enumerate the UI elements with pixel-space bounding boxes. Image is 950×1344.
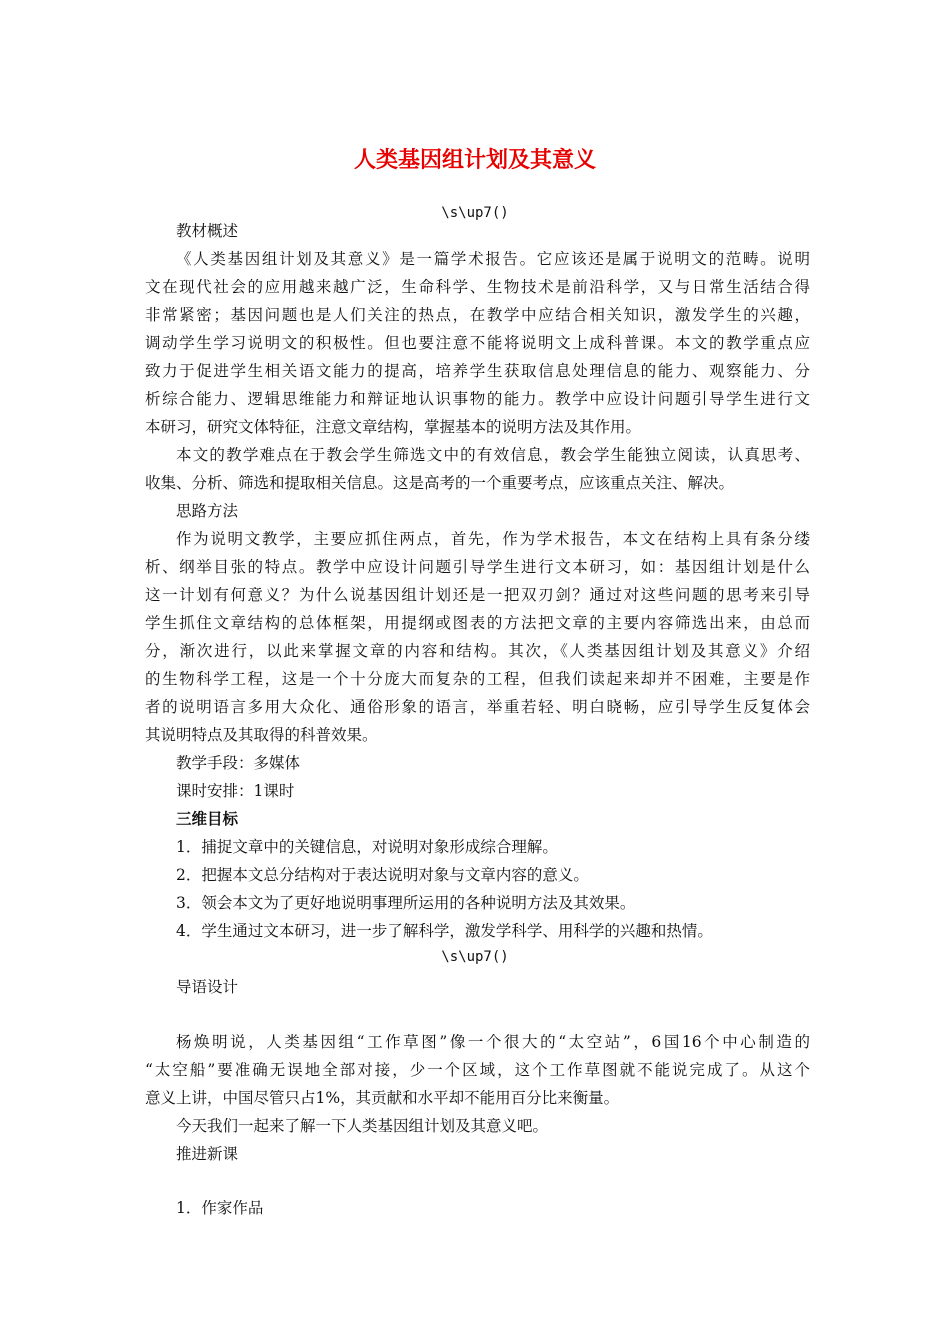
goal-item: 2．把握本文总分结构对于表达说明对象与文章内容的意义。 bbox=[176, 866, 589, 884]
paragraph-line: 的生物科学工程，这是一个十分庞大而复杂的工程，但我们读起来却并不困难，主要是作 bbox=[145, 670, 810, 688]
paragraph-line: 本研习，研究文体特征，注意文章结构，掌握基本的说明方法及其作用。 bbox=[145, 418, 642, 436]
paragraph-line: 析综合能力、逻辑思维能力和辩证地认识事物的能力。教学中应设计问题引导学生进行文 bbox=[145, 390, 810, 408]
goal-item: 4．学生通过文本研习，进一步了解科学，激发学科学、用科学的兴趣和热情。 bbox=[176, 922, 713, 940]
paragraph-line: 非常紧密；基因问题也是人们关注的热点，在教学中应结合相关知识，激发学生的兴趣， bbox=[145, 306, 810, 324]
field-code: \s\up7() bbox=[441, 205, 509, 221]
paragraph-line: 致力于促进学生相关语文能力的提高，培养学生获取信息处理信息的能力、观察能力、分 bbox=[145, 362, 810, 380]
section-heading-new-lesson: 推进新课 bbox=[176, 1145, 239, 1163]
section-heading-overview: 教材概述 bbox=[176, 222, 239, 240]
paragraph-line: 今天我们一起来了解一下人类基因组计划及其意义吧。 bbox=[176, 1117, 549, 1135]
paragraph-line: 杨焕明说，人类基因组“工作草图”像一个很大的“太空站”，6国16个中心制造的 bbox=[176, 1033, 810, 1051]
section-heading-approach: 思路方法 bbox=[176, 502, 239, 520]
paragraph-line: 析、纲举目张的特点。教学中应设计问题引导学生进行文本研习，如：基因组计划是什么 bbox=[145, 558, 810, 576]
paragraph-line: 学生抓住文章结构的总体框架，用提纲或图表的方法把文章的主要内容筛选出来，由总而 bbox=[145, 614, 810, 632]
paragraph-line: 作为说明文教学，主要应抓住两点，首先，作为学术报告，本文在结构上具有条分缕 bbox=[176, 530, 810, 548]
paragraph-line: 调动学生学习说明文的积极性。但也要注意不能将说明文上成科普课。本文的教学重点应 bbox=[145, 334, 810, 352]
goal-item: 1．捕捉文章中的关键信息，对说明对象形成综合理解。 bbox=[176, 838, 558, 856]
class-schedule: 课时安排：1课时 bbox=[176, 782, 295, 800]
section-heading-goals: 三维目标 bbox=[176, 809, 239, 828]
teaching-means: 教学手段：多媒体 bbox=[176, 754, 301, 772]
paragraph-line: 文在现代社会的应用越来越广泛，生命科学、生物技术是前沿科学，又与日常生活结合得 bbox=[145, 278, 810, 296]
paragraph-line: 收集、分析、筛选和提取相关信息。这是高考的一个重要考点，应该重点关注、解决。 bbox=[145, 474, 735, 492]
field-code: \s\up7() bbox=[441, 949, 509, 965]
paragraph-line: “太空船”要准确无误地全部对接，少一个区域，这个工作草图就不能说完成了。从这个 bbox=[145, 1061, 810, 1079]
lesson-item: 1．作家作品 bbox=[176, 1199, 264, 1217]
paragraph-line: 这一计划有何意义？为什么说基因组计划还是一把双刃剑？通过对这些问题的思考来引导 bbox=[145, 586, 810, 604]
paragraph-line: 本文的教学难点在于教会学生筛选文中的有效信息，教会学生能独立阅读，认真思考、 bbox=[176, 446, 810, 464]
paragraph-line: 者的说明语言多用大众化、通俗形象的语言，举重若轻、明白晓畅，应引导学生反复体会 bbox=[145, 698, 810, 716]
goal-item: 3．领会本文为了更好地说明事理所运用的各种说明方法及其效果。 bbox=[176, 894, 636, 912]
document-title: 人类基因组计划及其意义 bbox=[353, 148, 596, 173]
paragraph-line: 其说明特点及其取得的科普效果。 bbox=[145, 726, 378, 744]
paragraph-line: 分，渐次进行，以此来掌握文章的内容和结构。其次，《人类基因组计划及其意义》介绍 bbox=[145, 642, 810, 660]
paragraph-line: 《人类基因组计划及其意义》是一篇学术报告。它应该还是属于说明文的范畴。说明 bbox=[176, 250, 810, 268]
section-heading-intro: 导语设计 bbox=[176, 978, 239, 996]
paragraph-line: 意义上讲，中国尽管只占1%，其贡献和水平却不能用百分比来衡量。 bbox=[145, 1089, 620, 1107]
